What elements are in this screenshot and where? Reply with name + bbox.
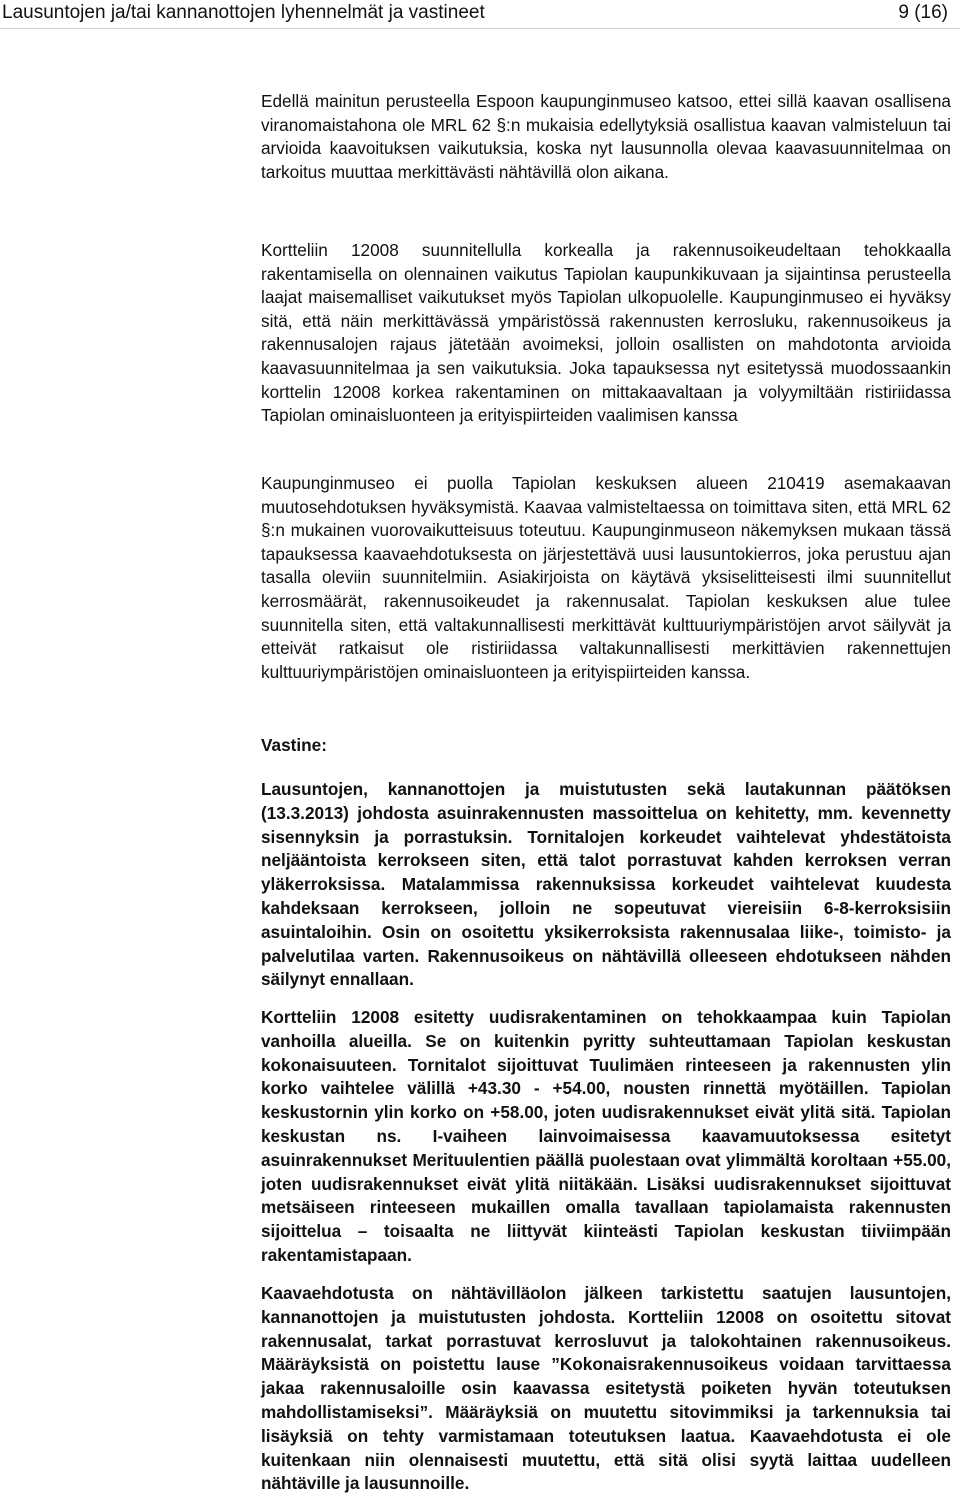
paragraph-museum-position: Kaupunginmuseo ei puolla Tapiolan keskuksen alueen 210419 asemakaavan muutosehdotuksen hyväksymistä. Kaavaa valmisteltaessa on toimittava siten, että MRL 62 §:n mukainen vuorovaikutteisuus toteutuu. Kaupunginmuseon näkemyksen mukaan tässä tapauksessa kaavaehdotuksesta on järjestettävä uusi lausuntokierros, joka perustuu ajan tasalla oleviin suunnitelmiin. Asiakirjoista on käytävä yksiselitteisesti ilmi suunnitellut kerrosmäärät, rakennusoikeudet ja rakennusalat. Tapiolan keskuksen alue tulee suunnitella siten, että valtakunnallisesti merkittävät kulttuuriympäristöjen arvot säilyvät ja etteivät ratkaisut ole ristiriidassa valtakunnallisesti merkittävien rakennettujen kulttuuriympäristöjen ominaisluonteen ja erityispiirteiden kanssa.	[261, 473, 951, 682]
response-paragraph-heights: Kortteliin 12008 esitetty uudisrakentaminen on tehokkaampaa kuin Tapiolan vanhoilla alueilla. Se on kuitenkin pyritty suhteuttamaan Tapiolan keskustan kokonaisuuteen. Tornitalot sijoittuvat Tuulimäen rinteeseen ja rakennusten ylin korko vaihtelee välillä +43.30 - +54.00, nousten rinnettä myötäillen. Tapiolan keskustornin ylin korko on +58.00, joten uudisrakennukset eivät ylitä sitä. Tapiolan keskustan ns. I-vaiheen lainvoimaisessa kaavamuutoksessa esitetyt asuinrakennukset Merituulentien päällä puolestaan ovat ylimmältä koroltaan +55.00, joten uudisrakennukset eivät ylitä niitäkään. Lisäksi uudisrakennukset sijoittuvat metsäiseen rinteeseen mukaillen omalla tavallaan tapiolamaista rakennusten sijoittelua – toisaalta ne liittyvät kiinteästi Tapiolan keskustan tiiviimpään rakentamistapaan.	[261, 1007, 951, 1265]
response-heading: Vastine:	[261, 735, 327, 755]
document-title: Lausuntojen ja/tai kannanottojen lyhennelmät ja vastineet	[2, 2, 485, 23]
page-header	[0, 0, 960, 29]
response-paragraph-massing: Lausuntojen, kannanottojen ja muistutusten sekä lautakunnan päätöksen (13.3.2013) johdosta asuinrakennusten massoittelua on kehitetty, mm. kevennetty sisennyksin ja porrastuksin. Tornitalojen korkeudet vaihtelevat yhdestätoista neljääntoista kerrokseen siten, että talot porrastuvat kahden kerroksen verran yläkerroksissa. Matalammissa rakennuksissa korkeudet vaihtelevat kuudesta kahdeksaan kerrokseen, jolloin ne sopeutuvat viereisiin 6-8-kerroksisiin asuintaloihin. Osin on osoitettu yksikerroksista rakennusalaa liike-, toimisto- ja palvelutilaa varten. Rakennusoikeus on nähtävillä olleeseen ehdotukseen nähden säilynyt ennallaan.	[261, 779, 951, 990]
paragraph-block-12008-impact: Kortteliin 12008 suunnitellulla korkealla ja rakennusoikeudeltaan tehokkaalla rakentamisella on olennainen vaikutus Tapiolan kaupunkikuvaan ja sijaintinsa perusteella laajat maisemalliset vaikutukset myös Tapiolan ulkopuolelle. Kaupunginmuseo ei hyväksy sitä, että näin merkittävässä ympäristössä rakennusten kerrosluku, rakennusoikeus ja rakennusalojen rajaus jätetään avoimeksi, jolloin osallisten on mahdotonta arvioida kaavasuunnitelmaa ja sen vaikutuksia. Joka tapauksessa nyt esitetyssä muodossaankin korttelin 12008 korkea rakentaminen on mittakaavaltaan ja volyymiltään ristiriidassa Tapiolan ominaisluonteen ja erityispiirteiden vaalimisen kanssa	[261, 240, 951, 426]
page-number: 9 (16)	[898, 2, 948, 23]
response-paragraph-revisions: Kaavaehdotusta on nähtävilläolon jälkeen tarkistettu saatujen lausuntojen, kannanottojen ja muistutusten johdosta. Kortteliin 12008 on osoitettu sitovat rakennusalat, tarkat porrastuvat kerrosluvut ja talokohtainen rakennusoikeus. Määräyksistä on poistettu lause ”Kokonaisrakennusoikeus voidaan tarvittaessa jakaa rakennusaloille osin kaavassa esitetystä poiketen hyvän toteutuksen mahdollistamiseksi”. Määräyksiä on muutettu sitovimmiksi ja tarkennuksia tai lisäyksiä on tehty varmistamaan toteutuksen laatua. Kaavaehdotusta ei ole kuitenkaan niin olennaisesti muutettu, että sitä olisi syytä laittaa uudelleen nähtäville ja lausunnoille.	[261, 1283, 951, 1494]
paragraph-museum-conclusion: Edellä mainitun perusteella Espoon kaupunginmuseo katsoo, ettei sillä kaavan osallisena viranomaistahona ole MRL 62 §:n mukaisia edellytyksiä osallistua kaavan valmisteluun tai arvioida kaavoituksen vaikutuksia, koska nyt lausunnolla olevaa kaavasuunnitelmaa on tarkoitus muuttaa merkittävästi nähtävillä olon aikana.	[261, 91, 951, 182]
